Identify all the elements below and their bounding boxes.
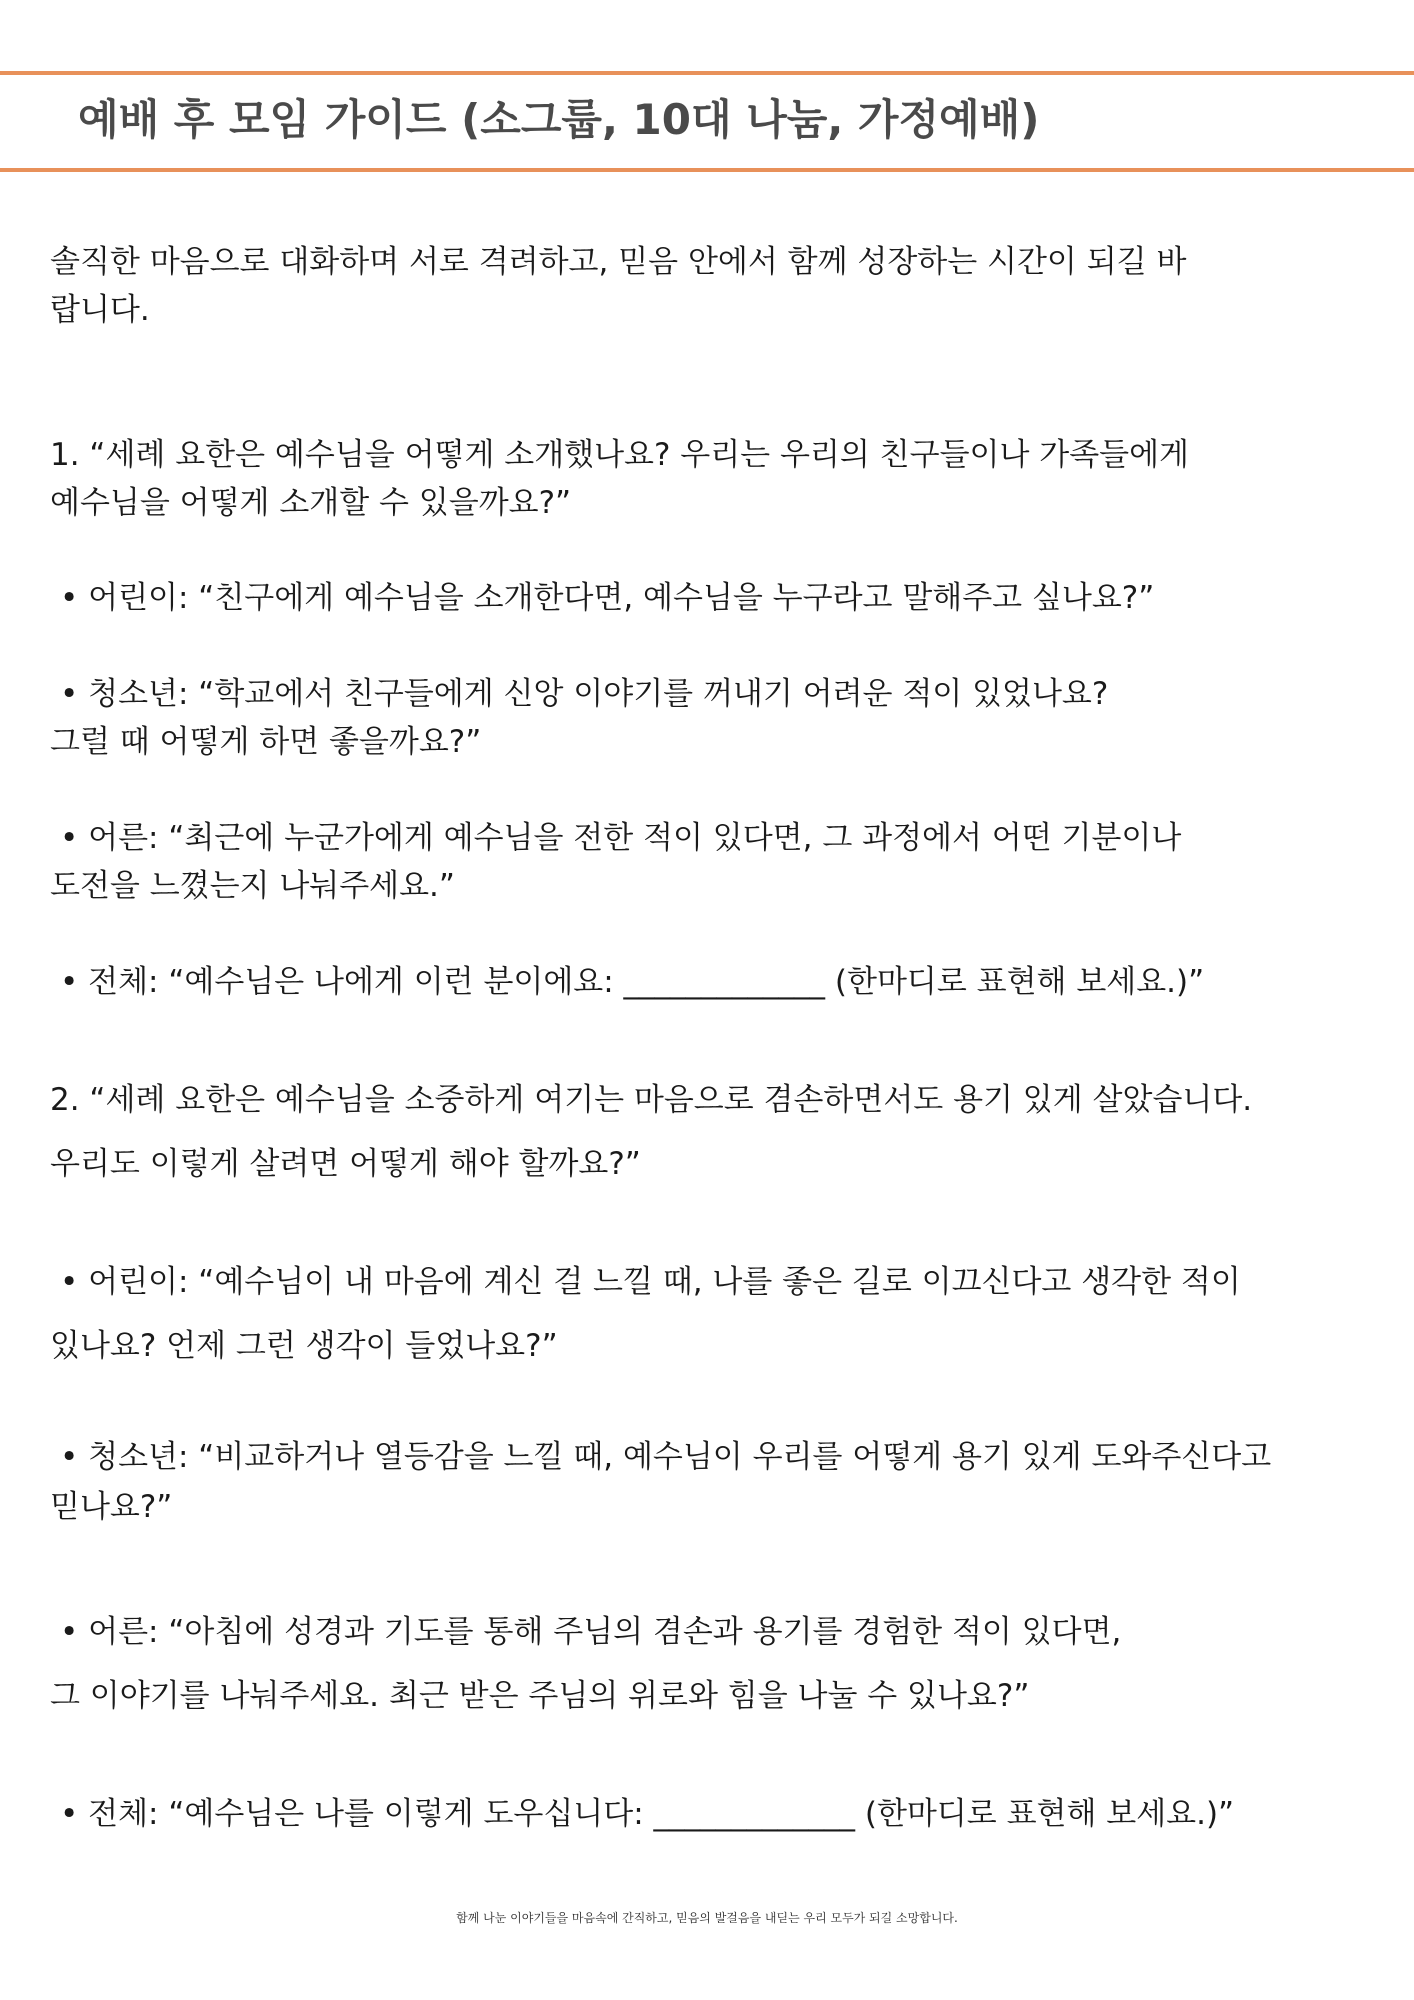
- question-2-line: 우리도 이렇게 살려면 어떻게 해야 할까요?”: [50, 1146, 641, 1182]
- question-1-all-prompt: [50, 958, 1370, 1006]
- prompt-line: • 어른: “아침에 성경과 기도를 통해 주님의 겸손과 용기를 경험한 적이 있다면,: [60, 1614, 1122, 1650]
- question-1-child-prompt: [50, 574, 1370, 622]
- question-1-teen-prompt: [50, 670, 1370, 766]
- prompt-line: • 전체: “예수님은 나에게 이런 분이에요: _____________ (한마디로 표현해 보세요.)”: [60, 964, 1205, 1000]
- question-1: [50, 431, 1370, 527]
- prompt-line: • 청소년: “학교에서 친구들에게 신앙 이야기를 꺼내기 어려운 적이 있었나요?: [60, 676, 1109, 712]
- header-top-rule: [0, 71, 1414, 75]
- prompt-line: 그럴 때 어떻게 하면 좋을까요?”: [50, 724, 482, 760]
- question-2-all-prompt: [50, 1790, 1370, 1838]
- intro-line: 랍니다.: [50, 292, 150, 328]
- page-title: 예배 후 모임 가이드 (소그룹, 10대 나눔, 가정예배): [78, 95, 1040, 144]
- question-2-line: 2. “세례 요한은 예수님을 소중하게 여기는 마음으로 겸손하면서도 용기 있게 살았습니다.: [50, 1082, 1253, 1118]
- prompt-line: • 어린이: “예수님이 내 마음에 계신 걸 느낄 때, 나를 좋은 길로 이끄신다고 생각한 적이: [60, 1264, 1241, 1300]
- prompt-line: • 어른: “최근에 누군가에게 예수님을 전한 적이 있다면, 그 과정에서 어떤 기분이나: [60, 820, 1182, 856]
- question-2: [50, 1068, 1370, 1196]
- question-1-adult-prompt: [50, 814, 1370, 910]
- question-1-line: 1. “세례 요한은 예수님을 어떻게 소개했나요? 우리는 우리의 친구들이나 가족들에게: [50, 437, 1189, 473]
- question-1-line: 예수님을 어떻게 소개할 수 있을까요?”: [50, 485, 572, 521]
- header-bottom-rule: [0, 168, 1414, 172]
- prompt-line: 믿나요?”: [50, 1489, 173, 1525]
- question-2-child-prompt: [50, 1250, 1370, 1378]
- intro-paragraph: [50, 238, 1370, 334]
- closing-message: 함께 나눈 이야기들을 마음속에 간직하고, 믿음의 발걸음을 내딛는 우리 모두가 되길 소망합니다.: [456, 1911, 958, 1925]
- prompt-line: 그 이야기를 나눠주세요. 최근 받은 주님의 위로와 힘을 나눌 수 있나요?”: [50, 1678, 1030, 1714]
- question-2-adult-prompt: [50, 1600, 1370, 1728]
- question-2-teen-prompt: [50, 1432, 1370, 1532]
- prompt-line: 도전을 느꼈는지 나눠주세요.”: [50, 868, 455, 904]
- intro-line: 솔직한 마음으로 대화하며 서로 격려하고, 믿음 안에서 함께 성장하는 시간이 되길 바: [50, 244, 1187, 280]
- prompt-line: 있나요? 언제 그런 생각이 들었나요?”: [50, 1328, 558, 1364]
- prompt-line: • 어린이: “친구에게 예수님을 소개한다면, 예수님을 누구라고 말해주고 싶나요?”: [60, 580, 1155, 616]
- prompt-line: • 전체: “예수님은 나를 이렇게 도우십니다: _____________ (한마디로 표현해 보세요.)”: [60, 1796, 1235, 1832]
- prompt-line: • 청소년: “비교하거나 열등감을 느낄 때, 예수님이 우리를 어떻게 용기 있게 도와주신다고: [60, 1439, 1272, 1475]
